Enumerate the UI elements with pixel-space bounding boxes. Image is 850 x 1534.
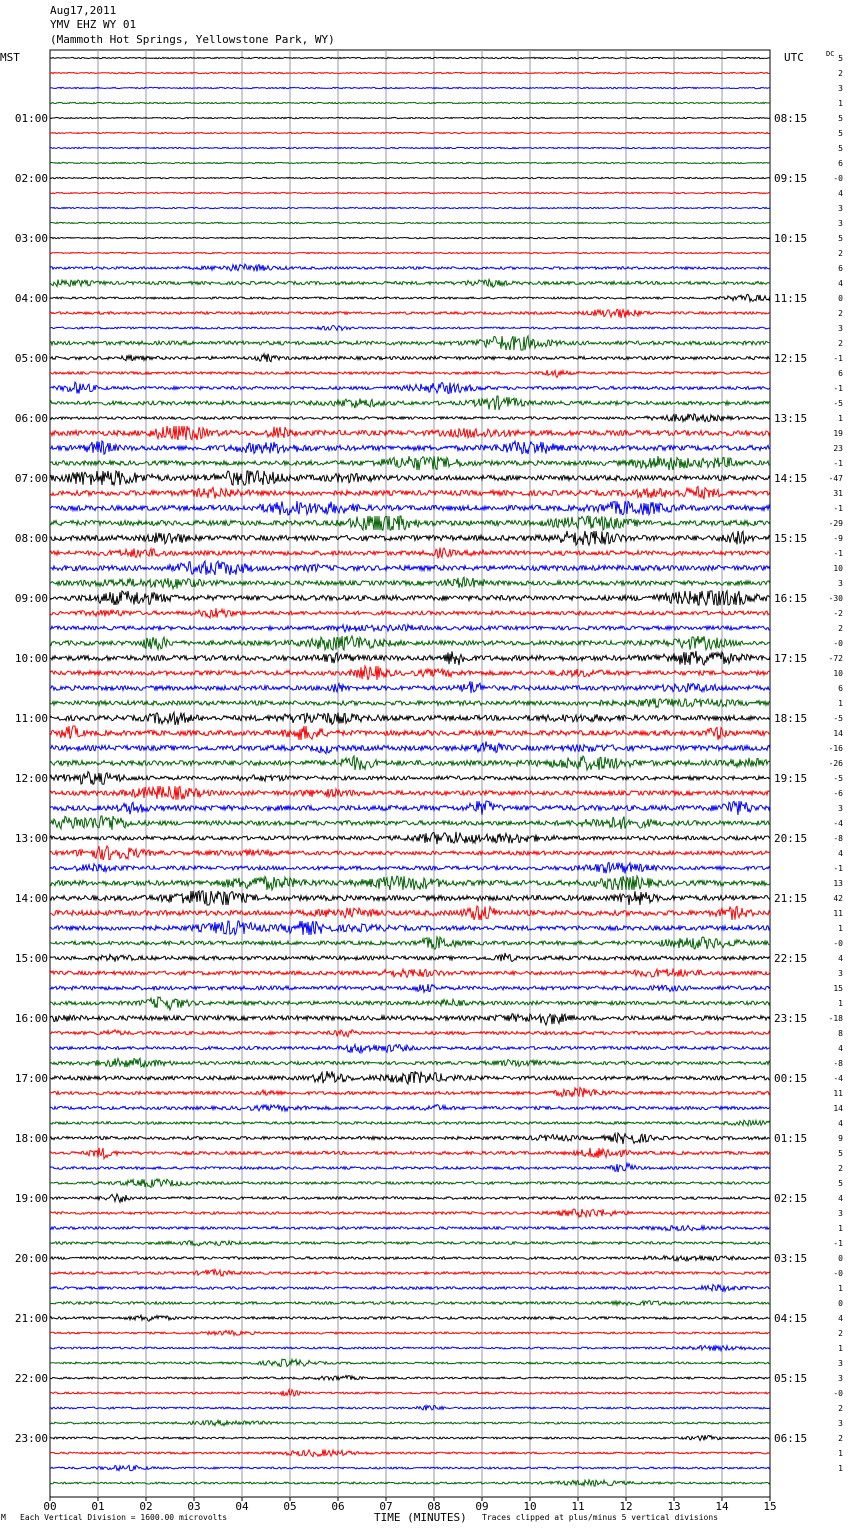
- seismic-trace: [50, 1330, 770, 1335]
- utc-hour-label: 03:15: [774, 1252, 808, 1265]
- seismic-trace: [50, 441, 770, 454]
- seismic-trace: [50, 326, 770, 331]
- seismic-trace: [50, 636, 770, 650]
- utc-hour-label: 10:15: [774, 232, 808, 245]
- seismic-trace: [50, 1209, 770, 1217]
- dc-offset-label: 14: [833, 729, 843, 738]
- seismic-trace: [50, 772, 770, 785]
- dc-offset-label: 5: [838, 144, 843, 153]
- x-tick-label: 05: [283, 1500, 297, 1513]
- mst-hour-label: 15:00: [14, 952, 48, 965]
- seismic-trace: [50, 102, 770, 103]
- dc-offset-label: -6: [833, 789, 843, 798]
- dc-offset-label: 2: [838, 624, 843, 633]
- x-tick-label: 07: [379, 1500, 393, 1513]
- seismic-trace: [50, 162, 770, 163]
- dc-offset-label: 2: [838, 1329, 843, 1338]
- seismic-trace: [50, 953, 770, 962]
- x-tick-label: 08: [427, 1500, 441, 1513]
- dc-offset-label: -72: [828, 654, 843, 663]
- header-date: Aug17,2011: [50, 4, 117, 17]
- utc-hour-label: 11:15: [774, 292, 808, 305]
- seismic-trace: [50, 984, 770, 992]
- seismic-trace: [50, 336, 770, 350]
- mst-hour-label: 11:00: [14, 712, 48, 725]
- seismic-trace: [50, 742, 770, 754]
- dc-offset-label: 5: [838, 114, 843, 123]
- seismic-trace: [50, 1133, 770, 1144]
- dc-offset-label: 2: [838, 249, 843, 258]
- seismic-trace: [50, 396, 770, 410]
- dc-offset-label: 4: [838, 849, 843, 858]
- seismic-trace: [50, 501, 770, 515]
- seismic-trace: [50, 1164, 770, 1173]
- seismic-trace: [50, 471, 770, 485]
- seismic-trace: [50, 969, 770, 978]
- seismic-trace: [50, 816, 770, 830]
- seismic-trace: [50, 1420, 770, 1426]
- seismic-trace: [50, 937, 770, 949]
- seismic-trace: [50, 192, 770, 193]
- seismic-trace: [50, 1315, 770, 1321]
- dc-offset-label: -5: [833, 714, 843, 723]
- dc-offset-label: 1: [838, 1284, 843, 1293]
- dc-offset-label: 13: [833, 879, 843, 888]
- header-location: (Mammoth Hot Springs, Yellowstone Park, WY): [50, 33, 335, 46]
- dc-offset-label: 5: [838, 54, 843, 63]
- seismic-trace: [50, 681, 770, 693]
- dc-offset-label: -1: [833, 864, 843, 873]
- dc-offset-label: 6: [838, 159, 843, 168]
- utc-hour-label: 13:15: [774, 412, 808, 425]
- mst-hour-label: 16:00: [14, 1012, 48, 1025]
- seismic-trace: [50, 1120, 770, 1126]
- dc-offset-label: 1: [838, 1224, 843, 1233]
- seismic-trace: [50, 577, 770, 589]
- dc-offset-label: 4: [838, 279, 843, 288]
- seismic-trace: [50, 832, 770, 844]
- dc-offset-label: 3: [838, 969, 843, 978]
- dc-label: DC: [826, 50, 835, 58]
- dc-offset-label: -8: [833, 834, 843, 843]
- dc-offset-label: -4: [833, 819, 843, 828]
- dc-offset-label: 1: [838, 924, 843, 933]
- seismic-trace: [50, 801, 770, 815]
- utc-hour-label: 14:15: [774, 472, 808, 485]
- seismic-trace: [50, 414, 770, 422]
- mst-hour-label: 22:00: [14, 1372, 48, 1385]
- seismic-trace: [50, 207, 770, 208]
- utc-hour-label: 04:15: [774, 1312, 808, 1325]
- seismic-trace: [50, 1071, 770, 1084]
- dc-offset-label: 1: [838, 1344, 843, 1353]
- dc-offset-label: -1: [833, 549, 843, 558]
- dc-offset-label: 1: [838, 99, 843, 108]
- dc-offset-label: 0: [838, 1299, 843, 1308]
- dc-offset-label: 8: [838, 1029, 843, 1038]
- dc-offset-label: 1: [838, 999, 843, 1008]
- dc-offset-label: 6: [838, 684, 843, 693]
- mst-hour-label: 21:00: [14, 1312, 48, 1325]
- seismic-trace: [50, 132, 770, 133]
- seismic-trace: [50, 726, 770, 740]
- dc-offset-label: -1: [833, 459, 843, 468]
- seismic-trace: [50, 382, 770, 394]
- dc-offset-label: 1: [838, 1464, 843, 1473]
- seismic-trace: [50, 57, 770, 58]
- dc-offset-label: 3: [838, 219, 843, 228]
- mst-hour-label: 14:00: [14, 892, 48, 905]
- dc-offset-label: 4: [838, 189, 843, 198]
- utc-hour-label: 02:15: [774, 1192, 808, 1205]
- dc-offset-label: -16: [828, 744, 843, 753]
- mst-hour-label: 23:00: [14, 1432, 48, 1445]
- mst-hour-label: 09:00: [14, 592, 48, 605]
- dc-offset-label: -0: [833, 939, 843, 948]
- seismic-trace: [50, 370, 770, 377]
- mst-hour-label: 02:00: [14, 172, 48, 185]
- dc-offset-label: 3: [838, 579, 843, 588]
- header-station: YMV EHZ WY 01: [50, 18, 137, 31]
- utc-hour-label: 01:15: [774, 1132, 808, 1145]
- dc-offset-label: 10: [833, 564, 843, 573]
- seismic-trace: [50, 1030, 770, 1037]
- dc-offset-label: -2: [833, 609, 843, 618]
- dc-offset-label: 1: [838, 414, 843, 423]
- x-tick-label: 03: [187, 1500, 201, 1513]
- dc-offset-label: -0: [833, 639, 843, 648]
- seismic-trace: [50, 177, 770, 178]
- mst-hour-label: 12:00: [14, 772, 48, 785]
- seismic-trace: [50, 1226, 770, 1231]
- dc-offset-label: 11: [833, 909, 843, 918]
- dc-offset-label: -18: [828, 1014, 843, 1023]
- seismic-trace: [50, 72, 770, 73]
- seismic-trace: [50, 1465, 770, 1470]
- seismic-trace: [50, 117, 770, 118]
- dc-offset-label: 5: [838, 1179, 843, 1188]
- dc-offset-label: 2: [838, 1164, 843, 1173]
- seismic-trace: [50, 1269, 770, 1276]
- seismic-trace: [50, 666, 770, 680]
- seismic-trace: [50, 1194, 770, 1202]
- dc-offset-label: 3: [838, 1209, 843, 1218]
- seismic-trace: [50, 906, 770, 920]
- dc-offset-label: 2: [838, 1404, 843, 1413]
- dc-offset-label: 1: [838, 1449, 843, 1458]
- dc-offset-label: 4: [838, 954, 843, 963]
- seismic-trace: [50, 309, 770, 318]
- mst-hour-label: 05:00: [14, 352, 48, 365]
- seismic-trace: [50, 1088, 770, 1098]
- dc-offset-label: 4: [838, 1314, 843, 1323]
- mst-hour-label: 18:00: [14, 1132, 48, 1145]
- dc-offset-label: 15: [833, 984, 843, 993]
- utc-hour-label: 17:15: [774, 652, 808, 665]
- clip-note: Traces clipped at plus/minus 5 vertical divisions: [482, 1513, 719, 1522]
- x-tick-label: 15: [763, 1500, 777, 1513]
- x-tick-label: 13: [667, 1500, 681, 1513]
- seismic-trace: [50, 147, 770, 148]
- seismic-trace: [50, 1449, 770, 1456]
- mst-label: MST: [0, 51, 20, 64]
- seismic-trace: [50, 891, 770, 905]
- seismic-trace: [50, 1179, 770, 1188]
- seismic-trace: [50, 1058, 770, 1067]
- seismic-trace: [50, 237, 770, 238]
- seismic-trace: [50, 1301, 770, 1306]
- dc-offset-label: 3: [838, 1419, 843, 1428]
- dc-offset-label: -9: [833, 534, 843, 543]
- dc-offset-label: 1: [838, 699, 843, 708]
- dc-offset-label: 2: [838, 309, 843, 318]
- dc-offset-label: 3: [838, 204, 843, 213]
- seismic-trace: [50, 264, 770, 271]
- seismic-trace: [50, 294, 770, 301]
- mst-hour-label: 10:00: [14, 652, 48, 665]
- seismic-trace: [50, 487, 770, 500]
- x-tick-label: 10: [523, 1500, 537, 1513]
- seismic-trace: [50, 1105, 770, 1111]
- dc-offset-label: -1: [833, 1239, 843, 1248]
- utc-hour-label: 06:15: [774, 1432, 808, 1445]
- dc-offset-label: 3: [838, 804, 843, 813]
- x-axis-label: TIME (MINUTES): [374, 1511, 467, 1524]
- dc-offset-label: -0: [833, 1389, 843, 1398]
- seismic-trace: [50, 1014, 770, 1025]
- seismic-trace: [50, 591, 770, 605]
- mst-hour-label: 17:00: [14, 1072, 48, 1085]
- seismic-trace: [50, 1345, 770, 1351]
- seismic-trace: [50, 1390, 770, 1396]
- seismic-trace: [50, 354, 770, 362]
- utc-hour-label: 23:15: [774, 1012, 808, 1025]
- utc-hour-label: 16:15: [774, 592, 808, 605]
- dc-offset-label: 2: [838, 69, 843, 78]
- seismic-trace: [50, 1284, 770, 1291]
- dc-offset-label: 3: [838, 1359, 843, 1368]
- utc-hour-label: 12:15: [774, 352, 808, 365]
- dc-offset-label: 6: [838, 369, 843, 378]
- dc-offset-label: -5: [833, 399, 843, 408]
- dc-offset-label: 2: [838, 1434, 843, 1443]
- dc-offset-label: 5: [838, 129, 843, 138]
- seismic-trace: [50, 1256, 770, 1261]
- seismic-trace: [50, 87, 770, 88]
- dc-offset-label: 5: [838, 234, 843, 243]
- seismic-trace: [50, 846, 770, 860]
- seismic-trace: [50, 1435, 770, 1440]
- corner-mark: M: [1, 1513, 6, 1522]
- seismic-trace: [50, 1045, 770, 1053]
- seismic-trace: [50, 997, 770, 1010]
- dc-offset-label: 3: [838, 84, 843, 93]
- dc-offset-label: -0: [833, 1269, 843, 1278]
- x-tick-label: 06: [331, 1500, 345, 1513]
- x-tick-label: 12: [619, 1500, 633, 1513]
- dc-offset-label: 5: [838, 1149, 843, 1158]
- seismic-trace: [50, 222, 770, 223]
- seismic-trace: [50, 548, 770, 558]
- seismic-trace: [50, 651, 770, 665]
- x-tick-label: 01: [91, 1500, 105, 1513]
- dc-offset-label: -5: [833, 774, 843, 783]
- dc-offset-label: 23: [833, 444, 843, 453]
- seismic-trace: [50, 456, 770, 470]
- mst-hour-label: 01:00: [14, 112, 48, 125]
- dc-offset-label: -4: [833, 1074, 843, 1083]
- dc-offset-label: -30: [828, 594, 843, 603]
- x-tick-label: 04: [235, 1500, 249, 1513]
- utc-hour-label: 22:15: [774, 952, 808, 965]
- utc-hour-label: 05:15: [774, 1372, 808, 1385]
- dc-offset-label: -26: [828, 759, 843, 768]
- utc-hour-label: 19:15: [774, 772, 808, 785]
- dc-offset-label: -8: [833, 1059, 843, 1068]
- utc-hour-label: 09:15: [774, 172, 808, 185]
- seismic-trace: [50, 252, 770, 253]
- dc-offset-label: 4: [838, 1194, 843, 1203]
- seismic-trace: [50, 1376, 770, 1381]
- seismic-trace: [50, 712, 770, 725]
- mst-hour-label: 06:00: [14, 412, 48, 425]
- dc-offset-label: -1: [833, 384, 843, 393]
- mst-hour-label: 19:00: [14, 1192, 48, 1205]
- dc-offset-label: 31: [833, 489, 843, 498]
- x-tick-label: 09: [475, 1500, 489, 1513]
- dc-offset-label: 3: [838, 1374, 843, 1383]
- utc-hour-label: 18:15: [774, 712, 808, 725]
- x-tick-label: 00: [43, 1500, 57, 1513]
- dc-offset-label: -0: [833, 174, 843, 183]
- seismic-trace: [50, 1241, 770, 1246]
- seismic-trace: [50, 786, 770, 800]
- dc-offset-label: 9: [838, 1134, 843, 1143]
- utc-hour-label: 21:15: [774, 892, 808, 905]
- dc-offset-label: 4: [838, 1044, 843, 1053]
- scale-note: Each Vertical Division = 1600.00 microvolts: [20, 1513, 228, 1522]
- seismic-trace: [50, 426, 770, 440]
- dc-offset-label: 0: [838, 294, 843, 303]
- seismic-trace: [50, 756, 770, 770]
- seismic-trace: [50, 279, 770, 287]
- x-tick-label: 11: [571, 1500, 585, 1513]
- utc-label: UTC: [784, 51, 804, 64]
- seismic-trace: [50, 1405, 770, 1410]
- dc-offset-label: 42: [833, 894, 843, 903]
- seismic-trace: [50, 561, 770, 575]
- dc-offset-label: 2: [838, 339, 843, 348]
- dc-offset-label: 0: [838, 1254, 843, 1263]
- x-tick-label: 14: [715, 1500, 729, 1513]
- mst-hour-label: 07:00: [14, 472, 48, 485]
- dc-offset-label: 10: [833, 669, 843, 678]
- mst-hour-label: 20:00: [14, 1252, 48, 1265]
- utc-hour-label: 00:15: [774, 1072, 808, 1085]
- seismic-trace: [50, 625, 770, 632]
- x-tick-label: 02: [139, 1500, 153, 1513]
- seismic-trace: [50, 1359, 770, 1366]
- utc-hour-label: 15:15: [774, 532, 808, 545]
- dc-offset-label: -47: [828, 474, 843, 483]
- seismic-trace: [50, 531, 770, 545]
- utc-hour-label: 08:15: [774, 112, 808, 125]
- seismic-trace: [50, 1480, 770, 1486]
- utc-hour-label: 20:15: [774, 832, 808, 845]
- dc-offset-label: -1: [833, 504, 843, 513]
- seismic-trace: [50, 876, 770, 890]
- seismic-trace: [50, 1148, 770, 1159]
- mst-hour-label: 13:00: [14, 832, 48, 845]
- seismic-trace: [50, 608, 770, 618]
- dc-offset-label: 6: [838, 264, 843, 273]
- seismic-trace: [50, 921, 770, 935]
- seismic-trace: [50, 699, 770, 708]
- dc-offset-label: 11: [833, 1089, 843, 1098]
- dc-offset-label: 14: [833, 1104, 843, 1113]
- mst-hour-label: 08:00: [14, 532, 48, 545]
- dc-offset-label: -29: [828, 519, 843, 528]
- dc-offset-label: 4: [838, 1119, 843, 1128]
- mst-hour-label: 03:00: [14, 232, 48, 245]
- dc-offset-label: -1: [833, 354, 843, 363]
- mst-hour-label: 04:00: [14, 292, 48, 305]
- dc-offset-label: 19: [833, 429, 843, 438]
- seismic-trace: [50, 862, 770, 873]
- dc-offset-label: 3: [838, 324, 843, 333]
- seismic-trace: [50, 516, 770, 530]
